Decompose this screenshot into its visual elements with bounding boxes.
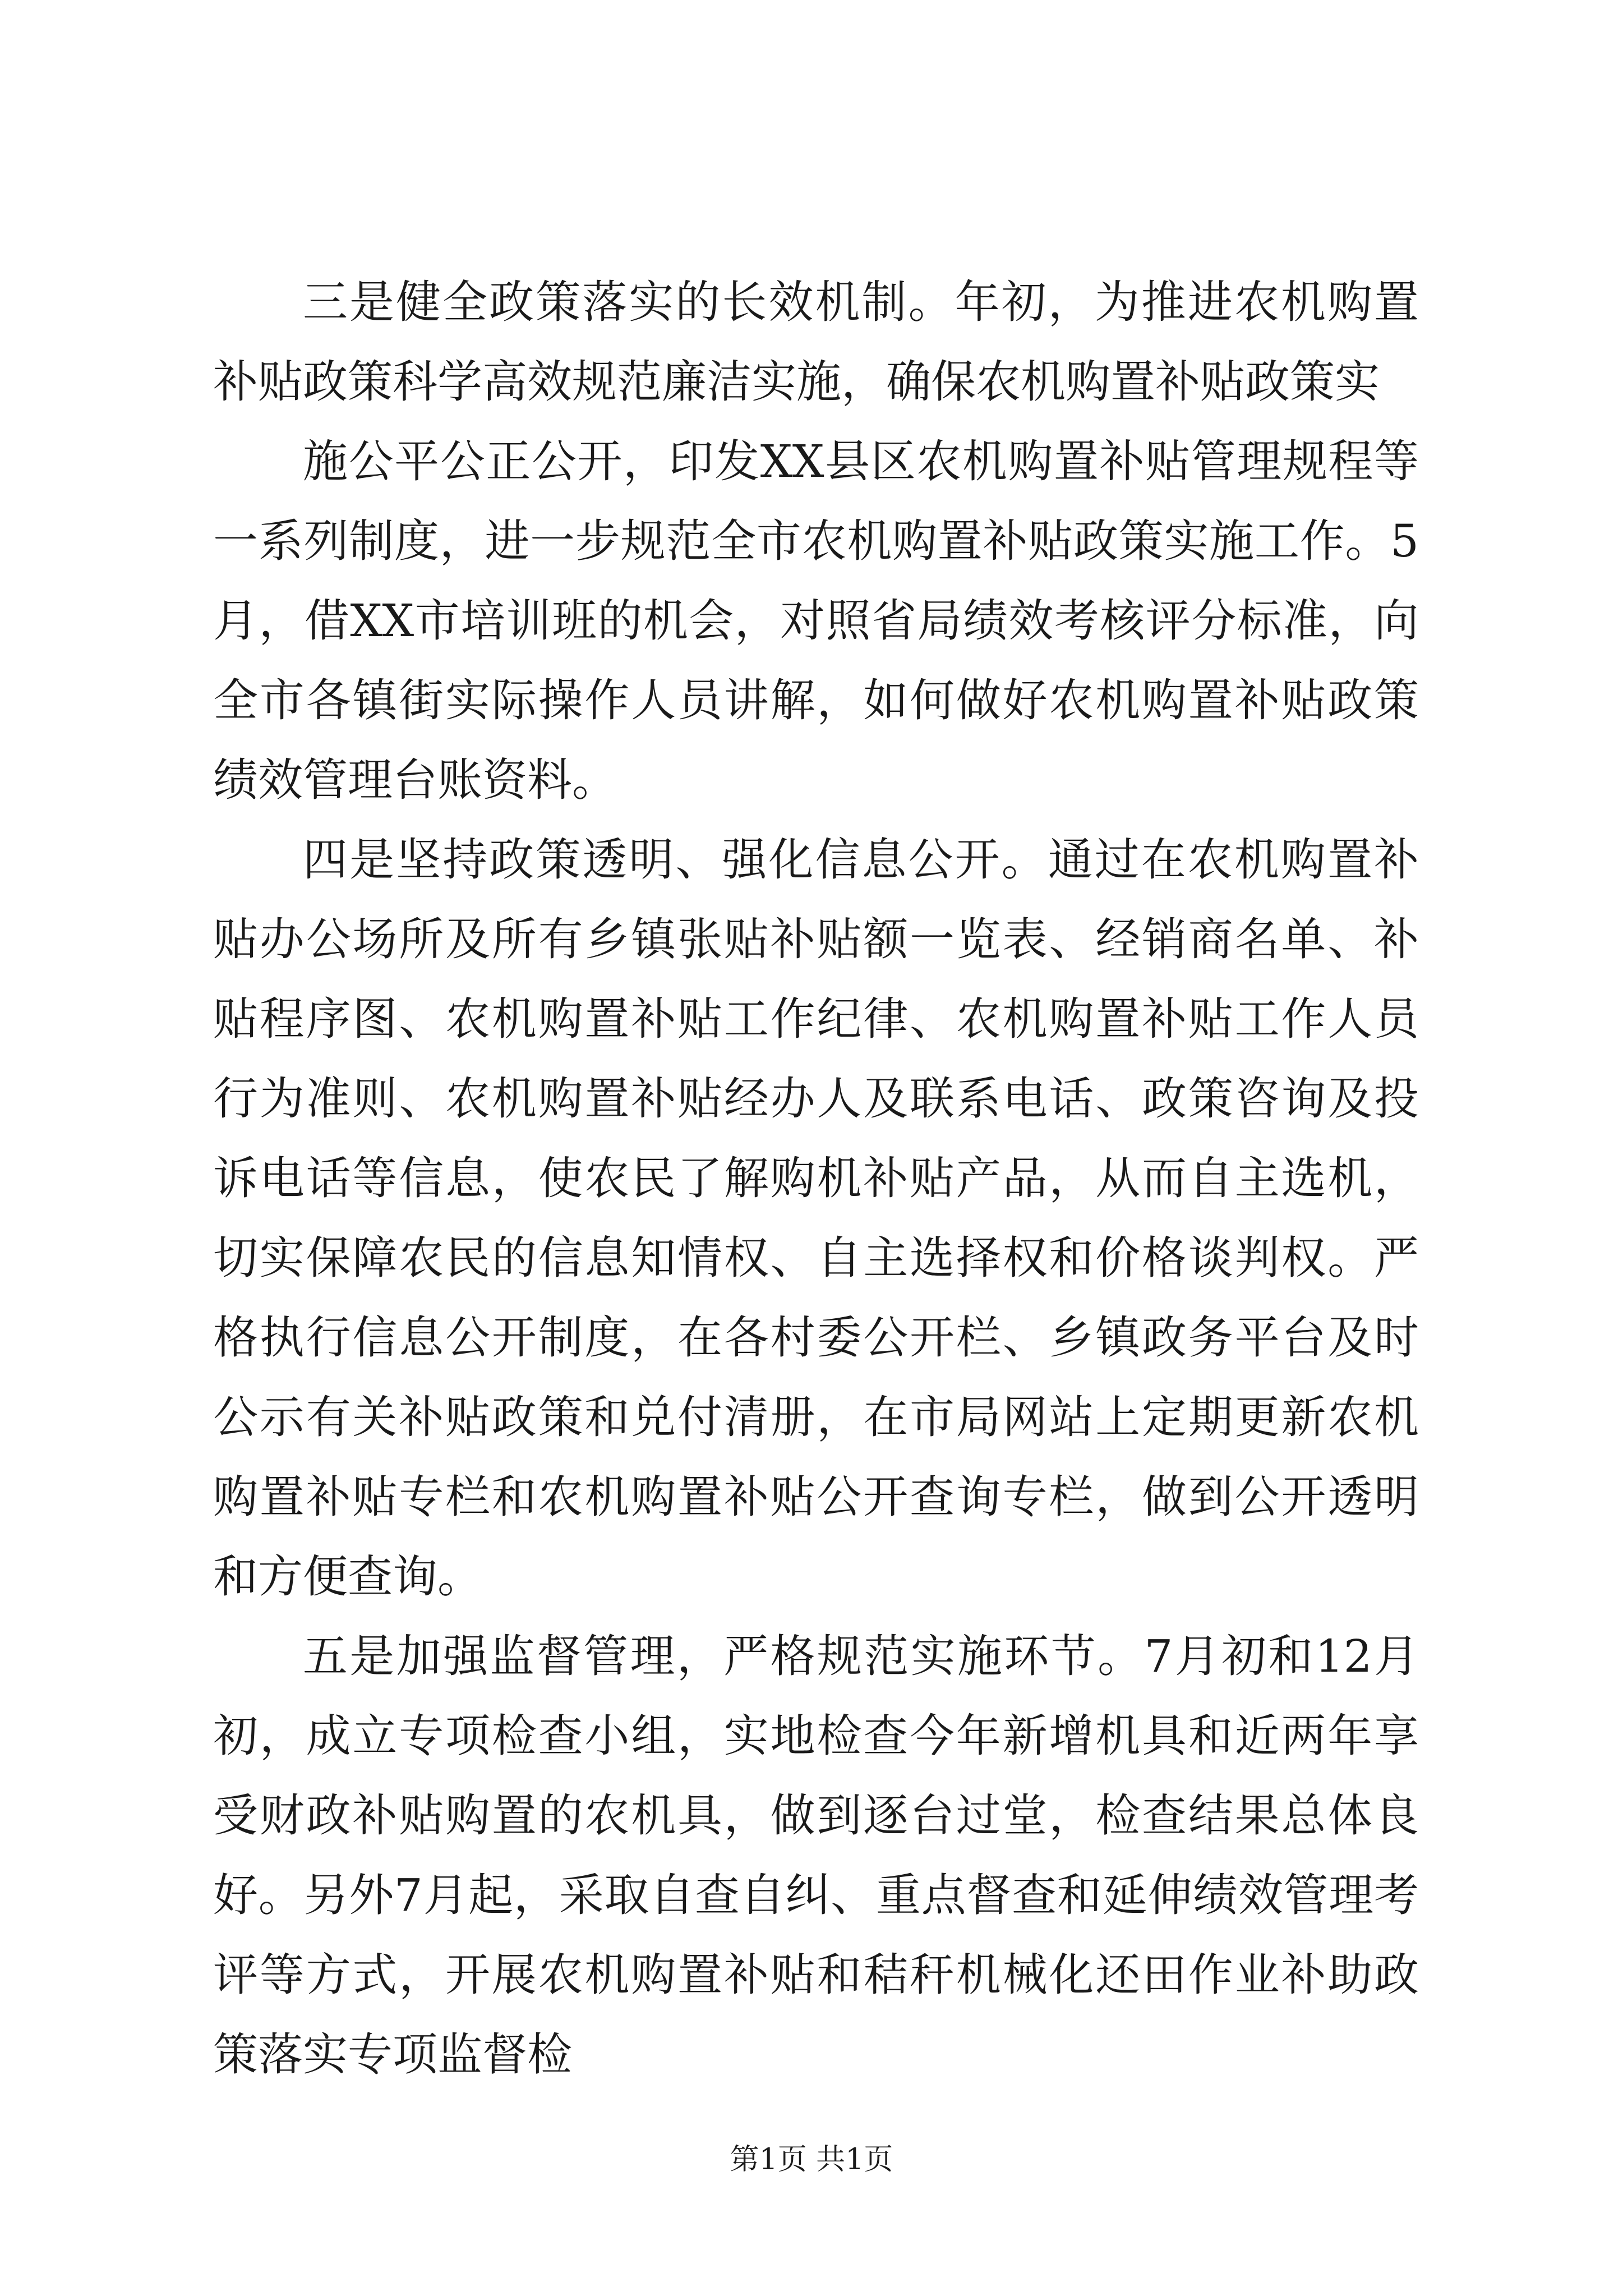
paragraph-supervision: 五是加强监督管理，严格规范实施环节。7月初和12月初，成立专项检查小组，实地检查今年新增机具和近两年享受财政补贴购置的农机具，做到逐台过堂，检查结果总体良好。另外7月起，采取自查自纠、重点督查和延伸绩效管理考评等方式，开展农机购置补贴和秸秆机械化还田作业补助政策落实专项监督检 [213, 1630, 1419, 2081]
document-body [213, 263, 1419, 2095]
paragraph-information-disclosure: 四是坚持政策透明、强化信息公开。通过在农机购置补贴办公场所及所有乡镇张贴补贴额一览表、经销商名单、补贴程序图、农机购置补贴工作纪律、农机购置补贴工作人员行为准则、农机购置补贴经办人及联系电话、政策咨询及投诉电话等信息，使农民了解购机补贴产品，从而自主选机，切实保障农民的信息知情权、自主选择权和价格谈判权。严格执行信息公开制度，在各村委公开栏、乡镇政务平台及时公示有关补贴政策和兑付清册，在市局网站上定期更新农机购置补贴专栏和农机购置补贴公开查询专栏，做到公开透明和方便查询。 [213, 834, 1419, 1603]
paragraph-policy-mechanism: 三是健全政策落实的长效机制。年初，为推进农机购置补贴政策科学高效规范廉洁实施，确保农机购置补贴政策实 [213, 276, 1419, 408]
paragraph-fair-implementation: 施公平公正公开，印发XX县区农机购置补贴管理规程等一系列制度，进一步规范全市农机购置补贴政策实施工作。5月，借XX市培训班的机会，对照省局绩效考核评分标准，向全市各镇街实际操作人员讲解，如何做好农机购置补贴政策绩效管理台账资料。 [213, 435, 1419, 806]
page-footer: 第1页 共1页 [730, 2143, 893, 2177]
